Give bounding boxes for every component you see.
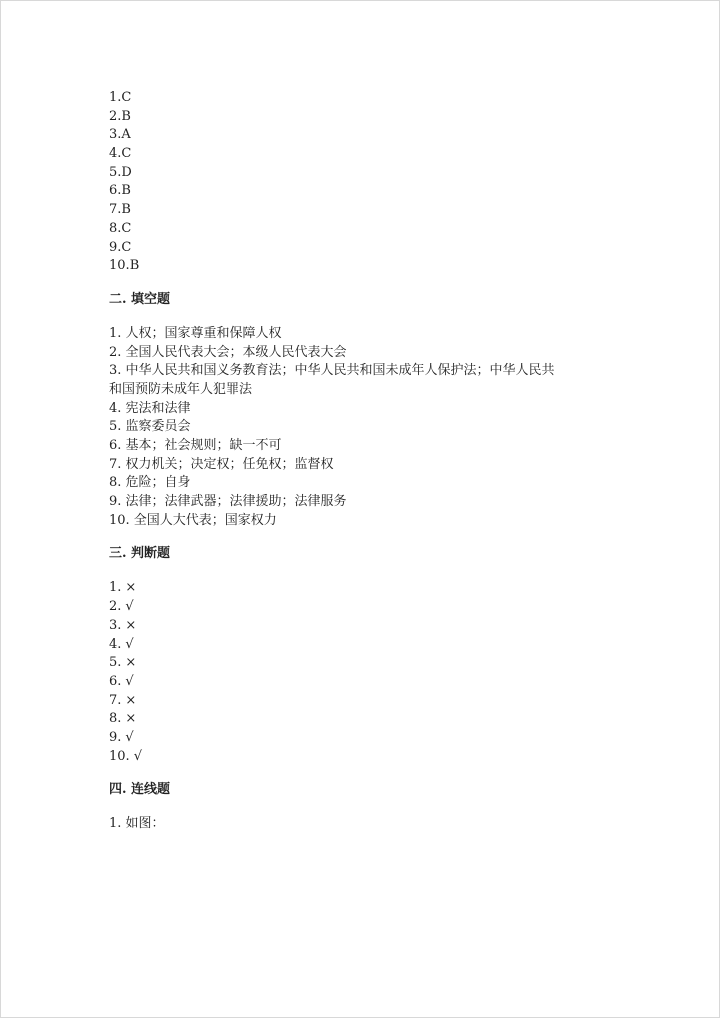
fill-blank-item: 8. 危险；自身 (109, 475, 191, 491)
fill-blank-item: 2. 全国人民代表大会；本级人民代表大会 (109, 344, 347, 360)
fill-blank-item: 10. 全国人大代表；国家权力 (109, 512, 277, 528)
choice-item: 6.B (109, 183, 131, 199)
choice-item: 9.C (109, 239, 132, 255)
choice-item: 10.B (109, 258, 140, 274)
fill-blank-item: 1. 人权；国家尊重和保障人权 (109, 325, 282, 341)
choice-item: 5.D (109, 164, 132, 180)
true-false-answers (109, 579, 629, 766)
true-false-item: 2. √ (109, 598, 629, 617)
true-false-item: 9. √ (109, 729, 629, 748)
fill-blank-item: 6. 基本；社会规则；缺一不可 (109, 438, 282, 453)
cross-mark-icon: × (125, 617, 137, 633)
cross-mark-icon: × (125, 655, 137, 671)
matching-item: 1. 如图： (109, 816, 165, 832)
fill-blank-item: 3. 中华人民共和国义务教育法；中华人民共和国未成年人保护法；中华人民共 (109, 363, 555, 379)
check-mark-icon: √ (125, 729, 134, 745)
choice-item: 4.C (109, 146, 132, 162)
section-heading-fill-blank: 二. 填空题 (109, 291, 171, 307)
check-mark-icon: √ (125, 636, 134, 652)
choice-item: 8.C (109, 220, 132, 236)
fill-blank-answers (109, 325, 629, 531)
check-mark-icon: √ (125, 673, 134, 689)
true-false-item: 6. √ (109, 673, 629, 692)
section-heading-true-false: 三. 判断题 (109, 546, 171, 562)
answer-content (109, 89, 629, 834)
check-mark-icon: √ (125, 599, 134, 615)
cross-mark-icon: × (125, 711, 137, 727)
fill-blank-item: 5. 监察委员会 (109, 419, 191, 435)
fill-blank-item-continued: 和国预防未成年人犯罪法 (109, 381, 253, 397)
true-false-item: 3. × (109, 617, 629, 636)
fill-blank-item: 9. 法律；法律武器；法律援助；法律服务 (109, 494, 347, 510)
choice-item: 3.A (109, 127, 131, 143)
section-heading-matching: 四. 连线题 (109, 782, 171, 798)
choice-item: 2.B (109, 108, 131, 124)
true-false-item: 10. √ (109, 748, 629, 767)
true-false-item: 7. × (109, 692, 629, 711)
true-false-item: 4. √ (109, 636, 629, 655)
cross-mark-icon: × (125, 580, 137, 596)
fill-blank-item: 7. 权力机关；决定权；任免权；监督权 (109, 456, 334, 472)
check-mark-icon: √ (133, 748, 142, 764)
choice-answers (109, 89, 629, 276)
cross-mark-icon: × (125, 692, 137, 708)
fill-blank-item: 4. 宪法和法律 (109, 400, 191, 416)
choice-item: 7.B (109, 202, 131, 218)
matching-answers (109, 815, 629, 834)
true-false-item: 8. × (109, 710, 629, 729)
true-false-item: 1. × (109, 579, 629, 598)
true-false-item: 5. × (109, 654, 629, 673)
choice-item: 1.C (109, 90, 132, 105)
